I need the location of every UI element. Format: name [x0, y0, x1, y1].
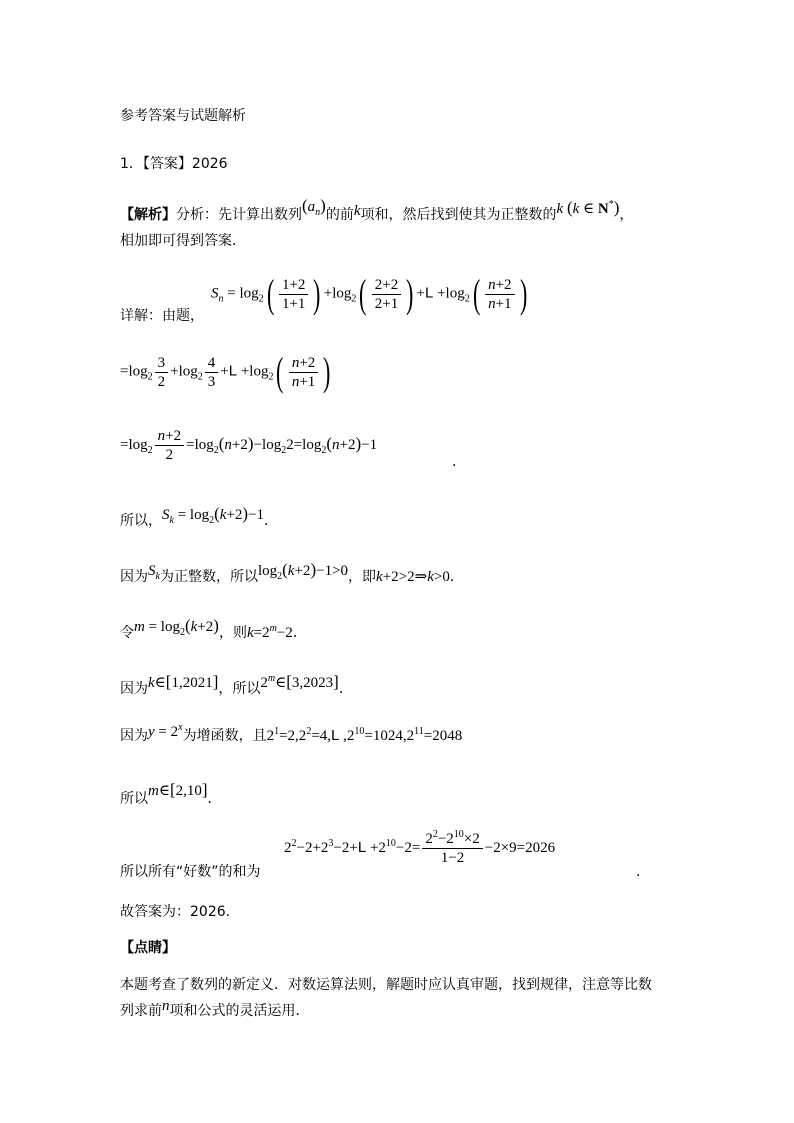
- analysis-line-1: [120, 196, 634, 225]
- yinwei-text-2: 因为: [120, 681, 148, 697]
- formula-sk: $S_k = \log_2(k+2)-1$: [162, 504, 265, 526]
- formula-line-2: $=\log_2$ $\frac{3}{2}$ $+\log_2$ $\frac{4}{3}$ $+L +\log_2$ ( $\frac{n+2}{n+1}$ ): [120, 349, 331, 394]
- formula-sum: $2^2-2+2^3-2+L +2^{10}-2=$ $\frac{2^2-2^{10}\times 2}{1-2}$ −2×9=2026: [284, 829, 556, 866]
- formula-exp-func: $y = 2^x$: [148, 722, 183, 740]
- detail-label: 详解：由题，: [120, 308, 204, 324]
- sym-sk: $S_k$: [148, 563, 160, 582]
- var-k: k: [353, 203, 361, 219]
- analysis-text-a: 分析：先计算出数列: [176, 207, 302, 223]
- ling-text: 令: [120, 625, 134, 641]
- suoyi-text: 所以，: [120, 513, 162, 529]
- period-5: ．: [338, 681, 353, 697]
- period-1: .: [452, 454, 457, 470]
- analysis-line-2: 相加即可得到答案．: [120, 233, 246, 249]
- answer-line: 1．【答案】2026: [120, 156, 228, 172]
- period-7: .: [636, 864, 641, 880]
- formula-m-range: m∈[2,10]: [148, 780, 208, 799]
- analysis-text-c: 项和，然后找到使其为正整数的: [360, 207, 557, 223]
- formula-k-range: k∈[1,2021]: [148, 672, 219, 691]
- step-k-range: [120, 672, 353, 699]
- var-n: n: [162, 998, 170, 1014]
- page-title: 参考答案与试题解析: [120, 108, 246, 124]
- comment-line-2: [120, 998, 310, 1021]
- formula-sn: $S_n = \log_2$ ( $\frac{1+2}{1+1}$ ) $+\log_2$ ( $\frac{2+2}{2+1}$ ) $+L +\log_2$ ( $\frac{n+2}{n+1}$ ): [211, 271, 527, 316]
- yinwei-text-3: 因为: [120, 728, 148, 744]
- formula-ineq-1: $\log_2(k+2)-1>0$: [257, 560, 349, 582]
- suoyi-text-2: ，所以: [218, 681, 261, 697]
- formula-line-3: $=\log_2$ $\frac{n+2}{2}$ $=\log_2(n+2)-\log_22=\log_2(n+2)-1$: [120, 428, 378, 463]
- formula-k-def: $k=2^m-2$: [246, 623, 293, 641]
- positive-int-text: 为正整数，所以: [159, 569, 258, 585]
- k-in-n-star: k (k ∈ N*): [556, 198, 620, 217]
- period-6: ．: [207, 791, 222, 807]
- period-2: ．: [264, 513, 279, 529]
- step-positive-integer: [120, 560, 464, 587]
- ze-text: ，则: [218, 625, 247, 641]
- formula-2m-range: 2$^m$∈[3,2023]: [260, 672, 339, 691]
- dianjing-label: 【点睛】: [120, 940, 176, 956]
- yinwei-text-1: 因为: [120, 569, 148, 585]
- increasing-text: 为增函数，且: [182, 728, 267, 744]
- seq-a-n: $(a_n)$: [302, 196, 326, 218]
- analysis-text-d: ，: [619, 207, 634, 223]
- period-3: ．: [449, 569, 464, 585]
- formula-ineq-2: k+2>2⇒k>0: [376, 569, 450, 585]
- good-number-label: 所以所有“好数”的和为: [120, 864, 261, 880]
- comment-text-a: 列求前: [120, 1003, 162, 1019]
- analysis-text-b: 的前: [325, 207, 354, 223]
- comment-text-b: 项和公式的灵活运用．: [169, 1003, 310, 1019]
- formula-powers: $2^1=2,2^2=4,L$ $,2^{10}=1024,2^{11}=2048$: [266, 726, 463, 744]
- suoyi-text-3: 所以: [120, 791, 148, 807]
- analysis-label: 【解析】: [120, 207, 176, 223]
- formula-m-def: $m = \log_2(k+2)$: [134, 616, 219, 638]
- step-m-range: [120, 780, 222, 809]
- step-let-m: [120, 616, 307, 643]
- step-suoyi-sk: [120, 504, 279, 531]
- comment-line-1: 本题考查了数列的新定义．对数运算法则，解题时应认真审题，找到规律，注意等比数: [120, 977, 652, 993]
- step-increasing: [120, 722, 463, 746]
- final-answer: 故答案为：2026.: [120, 904, 231, 920]
- ji-text: ，即: [348, 569, 377, 585]
- period-4: ．: [292, 625, 307, 641]
